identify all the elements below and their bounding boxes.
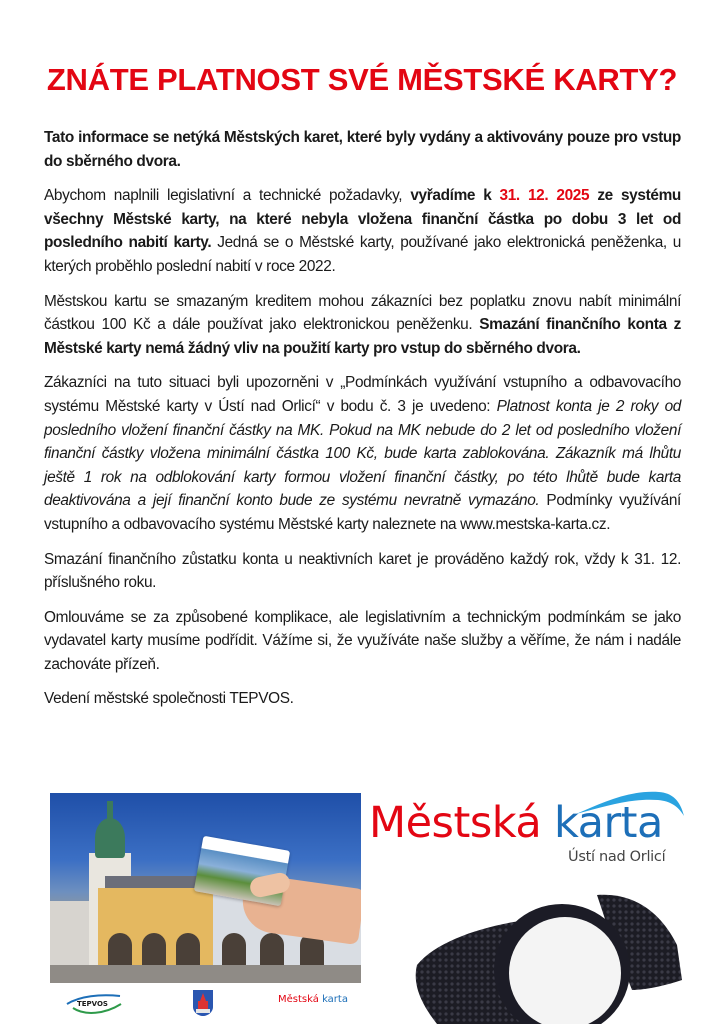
arch	[142, 933, 166, 965]
text: Podmínky využívání vstupního a odbavovacího systému Městské karty naleznete na	[44, 492, 681, 533]
paragraph-apology: Omlouváme se za způsobené komplikace, ale legislativním a technickým podmínkám se jako vydavatel karty musíme podřídit. Vážíme si, že využíváte naše služby a věříme, že nám i nadále zachováte přízeň.	[44, 608, 681, 673]
text: Zákazníci na tuto situaci byli upozorněni v „Podmínkách využívání vstupního a odbavovacího systému Městské karty v Ústí nad Orlicí“ v bodu č. 3 je uvedeno:	[44, 374, 681, 415]
logo-word-karta: karta	[554, 798, 663, 848]
quoted-conditions: Platnost konta je 2 roky od posledního vložení finanční částky na MK. Pokud na MK nebude do 2 let od posledního vložení finanční částky vložena minimální částka 100 Kč, bude karta zablokována. Zákazník má lhůtu ještě 1 rok na odblokování karty formou vložení finanční částky, po této lhůtě bude karta deaktivována a její finanční konto bude ze systému nevratně vymazáno.	[44, 397, 681, 510]
bold-text: Smazání finančního konta z Městské karty nemá žádný vliv na použití karty pro vstup do sběrného dvora.	[44, 316, 681, 357]
text: Městskou kartu se smazaným kreditem mohou zákazníci bez poplatku znovu nabít minimální částkou 100 Kč a dále používat jako elektronickou peněženku.	[44, 292, 681, 334]
city-crest-icon	[192, 989, 214, 1017]
tepvos-logo	[65, 990, 125, 1016]
paragraph-recharge	[44, 290, 681, 361]
website-link[interactable]: www.mestska-karta.cz	[460, 515, 607, 533]
deadline-date: 31. 12. 2025	[499, 187, 590, 205]
document-body	[44, 126, 681, 722]
text: .	[606, 515, 611, 533]
logo-city: Ústí nad Orlicí	[568, 849, 666, 865]
face	[509, 917, 621, 1024]
arch	[260, 933, 284, 965]
notice-text: Tato informace se netýká Městských karet, které byly vydány a aktivovány pouze pro vstup do sběrného dvora.	[44, 129, 681, 170]
arch	[108, 933, 132, 965]
paragraph-annual-deletion: Smazání finančního zůstatku konta u neaktivních karet je prováděno každý rok, vždy k 31. 12. příslušného roku.	[44, 550, 681, 592]
bold-text: vyřadíme k	[410, 187, 500, 205]
text: Jedná se o Městské karty, používané jako elektronická peněženka, u kterých proběhlo poslední nabití v roce 2022.	[44, 234, 682, 275]
arch	[222, 933, 246, 965]
svg-text:TEPVOS: TEPVOS	[77, 1000, 108, 1008]
bold-text: ze systému všechny Městské karty, na které nebyla vložena finanční částka po dobu 3 let od posledního nabití karty.	[44, 187, 681, 252]
logo-word-mestska: Městská	[369, 798, 542, 848]
mestska-karta-logo	[369, 784, 689, 874]
footer-logos	[50, 988, 361, 1020]
text: Abychom naplnili legislativní a technické požadavky,	[44, 187, 411, 205]
photo-card-in-hand	[50, 793, 361, 983]
ground	[50, 965, 361, 983]
mini-mestska-karta-logo	[278, 994, 348, 1005]
paragraph-deadline	[44, 184, 681, 278]
signature: Vedení městské společnosti TEPVOS.	[44, 690, 294, 708]
dome	[95, 818, 125, 858]
page-title: ZNÁTE PLATNOST SVÉ MĚSTSKÉ KARTY?	[46, 62, 678, 97]
paragraph-conditions	[44, 371, 681, 536]
paragraph-notice	[44, 126, 681, 173]
mini-word-karta: karta	[322, 994, 348, 1005]
arch	[176, 933, 200, 965]
wristband-image	[407, 885, 687, 1024]
mini-word-mestska: Městská	[278, 994, 319, 1005]
